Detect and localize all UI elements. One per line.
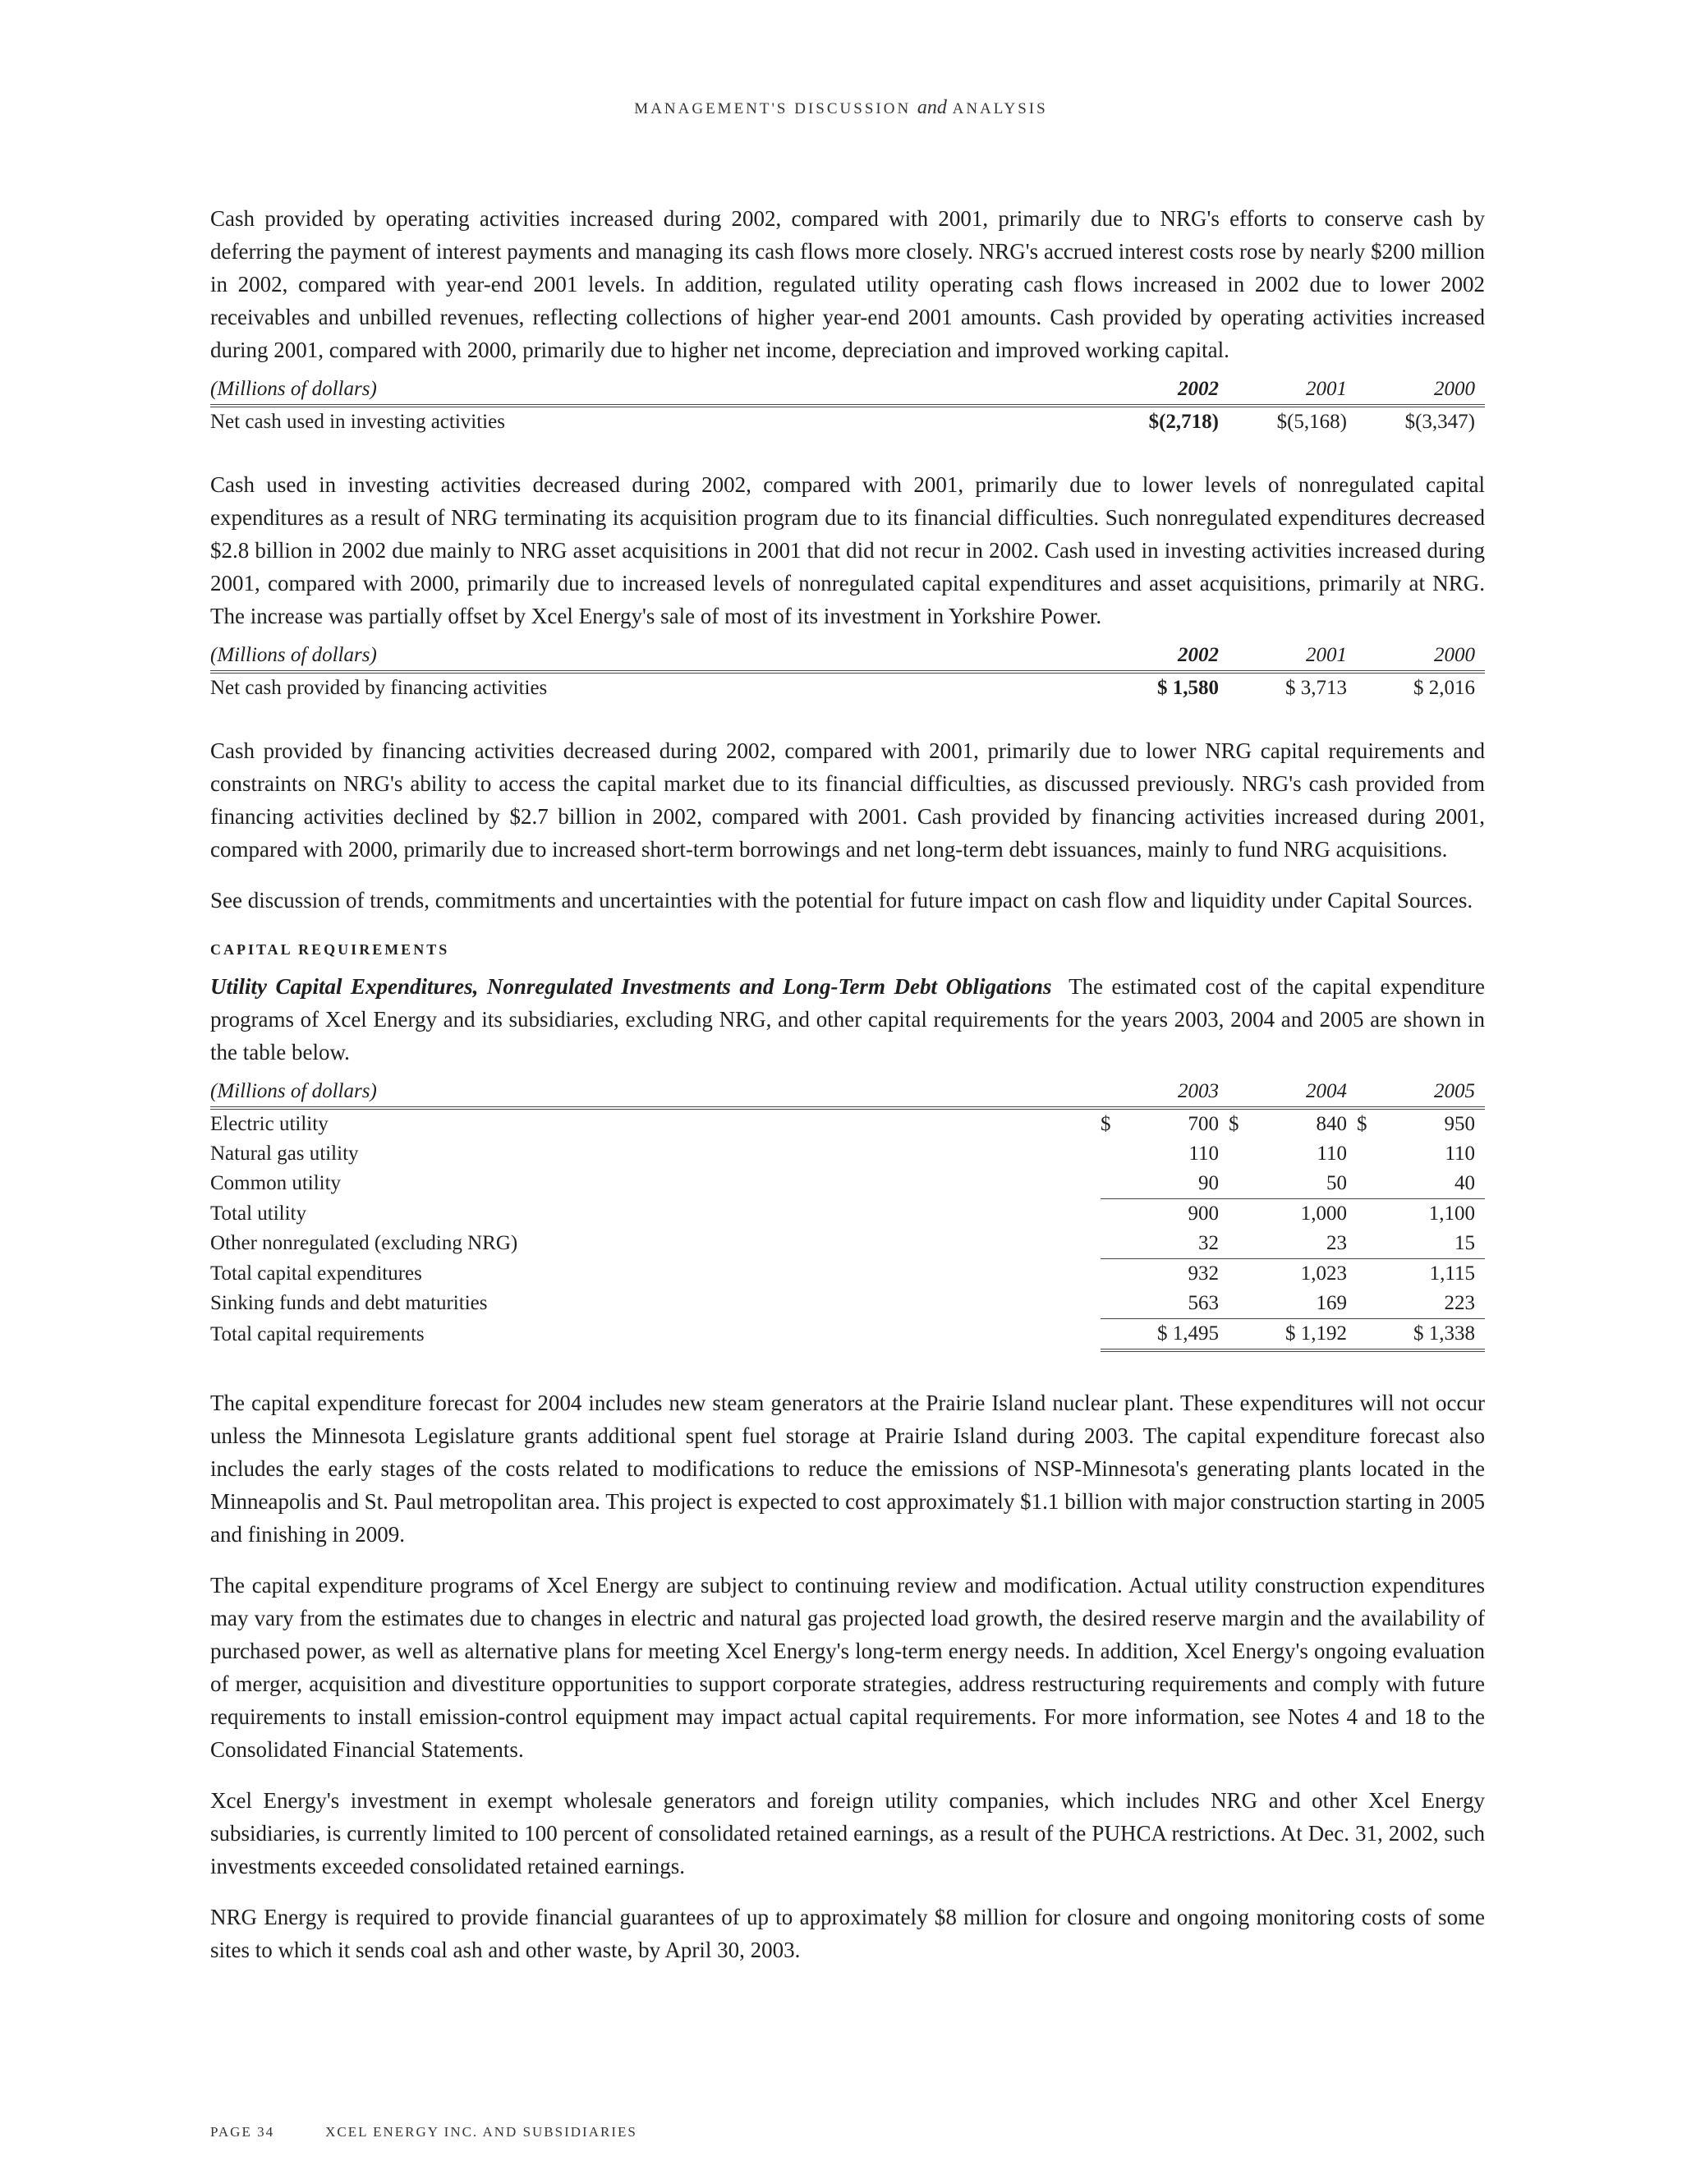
running-head-pre: MANAGEMENT'S DISCUSSION [634, 100, 912, 117]
currency-symbol: $ [1101, 1113, 1111, 1135]
cell-value: 223 [1444, 1292, 1475, 1314]
row-label-total-capital-requirements: Total capital requirements [210, 1322, 425, 1345]
cell-value: 90 [1198, 1172, 1219, 1194]
capital-year-2005: 2005 [1434, 1080, 1475, 1102]
financing-unit-label: (Millions of dollars) [210, 644, 377, 666]
paragraph-see-discussion: See discussion of trends, commitments and uncertainties with the potential for future impact on cash flow and liquidity under Capital Sources. [210, 888, 1473, 913]
capital-intro-text: The estimated cost of the capital expenditure programs of Xcel Energy and its subsidiaries, excluding NRG, and other capital requirements for the years 2003, 2004 and 2005 are shown in the table below. [210, 974, 1485, 1064]
cell-value: 840 [1316, 1113, 1347, 1135]
cell-value: 169 [1316, 1292, 1347, 1314]
row-label-total-capital-expenditures: Total capital expenditures [210, 1262, 422, 1285]
investing-value-2001: $(5,168) [1276, 411, 1347, 433]
running-head-and: and [917, 97, 947, 118]
paragraph-forecast: The capital expenditure forecast for 2004 includes new steam generators at the Prairie Island nuclear plant. These expenditures will not occur unless the Minnesota Legislature grants additional spent fuel storage at Prairie Island during 2003. The capital expenditure forecast also includes the early stages of the costs related to modifications to reduce the emissions of NSP-Minnesota's generating plants located in the Minneapolis and St. Paul metropolitan area. This project is expected to cost approximately $1.1 billion with major construction starting in 2005 and finishing in 2009. [210, 1391, 1485, 1547]
paragraph-investing: Cash used in investing activities decreased during 2002, compared with 2001, primarily due to lower levels of nonregulated capital expenditures as a result of NRG terminating its acquisition program due to its financial difficulties. Such nonregulated expenditures decreased $2.8 billion in 2002 due mainly to NRG asset acquisitions in 2001 that did not recur in 2002. Cash used in investing activities increased during 2001, compared with 2000, primarily due to increased levels of nonregulated capital expenditures and asset acquisitions, primarily at NRG. The increase was partially offset by Xcel Energy's sale of most of its investment in Yorkshire Power. [210, 472, 1485, 628]
paragraph-guarantees: NRG Energy is required to provide financial guarantees of up to approximately $8 million for closure and ongoing monitoring costs of some sites to which it sends coal ash and other waste, by April 30, 2003. [210, 1905, 1485, 1962]
cell-value: 15 [1455, 1232, 1475, 1254]
capital-year-2004: 2004 [1306, 1080, 1347, 1102]
financing-table [210, 642, 1485, 703]
financing-year-2001: 2001 [1306, 644, 1347, 666]
cell-value: $ 1,338 [1357, 1319, 1485, 1351]
investing-row-label: Net cash used in investing activities [210, 411, 505, 433]
cell-value: 1,023 [1229, 1259, 1357, 1290]
paragraph-financing: Cash provided by financing activities decreased during 2002, compared with 2001, primarily due to lower NRG capital requirements and constraints on NRG's ability to access the capital market due to its financial difficulties, as discussed previously. NRG's cash provided from financing activities declined by $2.7 billion in 2002, compared with 2001. Cash provided by financing activities increased during 2001, compared with 2000, primarily due to increased short-term borrowings and net long-term debt issuances, mainly to fund NRG acquisitions. [210, 738, 1485, 862]
financing-value-2001: $ 3,713 [1285, 677, 1347, 699]
table-row [210, 1169, 1485, 1199]
table-row [210, 1259, 1485, 1290]
financing-year-2000: 2000 [1434, 644, 1475, 666]
page-footer [210, 2124, 637, 2140]
row-label-total-utility: Total utility [210, 1202, 306, 1225]
cell-value: 900 [1101, 1199, 1229, 1230]
cell-electric-2003 [1101, 1108, 1229, 1139]
table-row [210, 1199, 1485, 1230]
financing-value-2000: $ 2,016 [1413, 677, 1475, 699]
paragraph-investment-limit: Xcel Energy's investment in exempt wholesale generators and foreign utility companies, which includes NRG and other Xcel Energy subsidiaries, is currently limited to 100 percent of consolidated retained earnings, as a result of the PUHCA restrictions. At Dec. 31, 2002, such investments exceeded consolidated retained earnings. [210, 1788, 1485, 1878]
cell-value: 1,100 [1357, 1199, 1485, 1230]
section-heading-capital-requirements: CAPITAL REQUIREMENTS [210, 941, 450, 958]
table-row [210, 1108, 1485, 1139]
cell-value: 23 [1326, 1232, 1347, 1254]
capital-unit-label: (Millions of dollars) [210, 1080, 377, 1102]
investing-year-2002: 2002 [1178, 378, 1219, 400]
table-row [210, 406, 1485, 437]
footer-company: XCEL ENERGY INC. AND SUBSIDIARIES [325, 2124, 637, 2140]
financing-row-label: Net cash provided by financing activities [210, 677, 548, 699]
investing-table [210, 376, 1485, 437]
capital-year-2003: 2003 [1178, 1080, 1219, 1102]
currency-symbol: $ [1357, 1113, 1367, 1135]
cell-value: 700 [1188, 1113, 1219, 1135]
running-head-post: ANALYSIS [952, 100, 1048, 117]
cell-value: 32 [1198, 1232, 1219, 1254]
cell-value: $ 1,192 [1229, 1319, 1357, 1351]
cell-value: 50 [1326, 1172, 1347, 1194]
table-row [210, 672, 1485, 703]
cell-value: 110 [1188, 1143, 1219, 1165]
paragraph-programs: The capital expenditure programs of Xcel Energy are subject to continuing review and modification. Actual utility construction expenditures may vary from the estimates due to changes in electric and natural gas projected load growth, the desired reserve margin and the availability of purchased power, as well as alternative plans for meeting Xcel Energy's long-term energy needs. In addition, Xcel Energy's ongoing evaluation of merger, acquisition and divestiture opportunities to support corporate strategies, address restructuring requirements and comply with future requirements to install emission-control equipment may impact actual capital requirements. For more information, see Notes 4 and 18 to the Consolidated Financial Statements. [210, 1573, 1485, 1762]
cell-value: 40 [1455, 1172, 1475, 1194]
capital-table-header [210, 1078, 1485, 1108]
cell-value: 950 [1444, 1113, 1475, 1135]
cell-value: 1,115 [1357, 1259, 1485, 1290]
row-label-other-nonregulated: Other nonregulated (excluding NRG) [210, 1232, 518, 1255]
table-row [210, 1139, 1485, 1169]
investing-value-2000: $(3,347) [1404, 411, 1475, 433]
page-number: PAGE 34 [210, 2124, 275, 2140]
cell-value: 563 [1188, 1292, 1219, 1314]
currency-symbol: $ [1229, 1113, 1239, 1135]
cell-electric-2005 [1357, 1108, 1485, 1139]
row-label-natural-gas-utility: Natural gas utility [210, 1143, 359, 1165]
investing-unit-label: (Millions of dollars) [210, 378, 377, 400]
cell-value: 110 [1317, 1143, 1347, 1165]
financing-value-2002: $ 1,580 [1157, 677, 1219, 699]
running-head [0, 97, 1682, 119]
paragraph-operating: Cash provided by operating activities increased during 2002, compared with 2001, primarily due to NRG's efforts to conserve cash by deferring the payment of interest payments and managing its cash flows more closely. NRG's accrued interest costs rose by nearly $200 million in 2002, compared with year-end 2001 levels. In addition, regulated utility operating cash flows increased in 2002 due to lower 2002 receivables and unbilled revenues, reflecting collections of higher year-end 2001 amounts. Cash provided by operating activities increased during 2001, compared with 2000, primarily due to higher net income, depreciation and improved working capital. [210, 206, 1485, 362]
row-label-electric-utility: Electric utility [210, 1113, 329, 1135]
cell-value: 1,000 [1229, 1199, 1357, 1230]
investing-year-2000: 2000 [1434, 378, 1475, 400]
row-label-sinking-funds: Sinking funds and debt maturities [210, 1292, 488, 1315]
row-label-common-utility: Common utility [210, 1172, 342, 1195]
investing-value-2002: $(2,718) [1148, 411, 1219, 433]
cell-value: $ 1,495 [1101, 1319, 1229, 1351]
investing-year-2001: 2001 [1306, 378, 1347, 400]
capital-lead-in: Utility Capital Expenditures, Nonregulated Investments and Long-Term Debt Obligations [210, 974, 1052, 999]
cell-electric-2004 [1229, 1108, 1357, 1139]
paragraph-capital-intro [210, 970, 1485, 1069]
table-row [210, 1319, 1485, 1351]
table-row [210, 1289, 1485, 1319]
cell-value: 110 [1445, 1143, 1475, 1165]
capital-table [210, 1078, 1485, 1352]
financing-year-2002: 2002 [1178, 644, 1219, 666]
investing-table-header [210, 376, 1485, 406]
cell-value: 932 [1101, 1259, 1229, 1290]
page-content [210, 202, 1485, 1984]
table-row [210, 1229, 1485, 1259]
financing-table-header [210, 642, 1485, 672]
